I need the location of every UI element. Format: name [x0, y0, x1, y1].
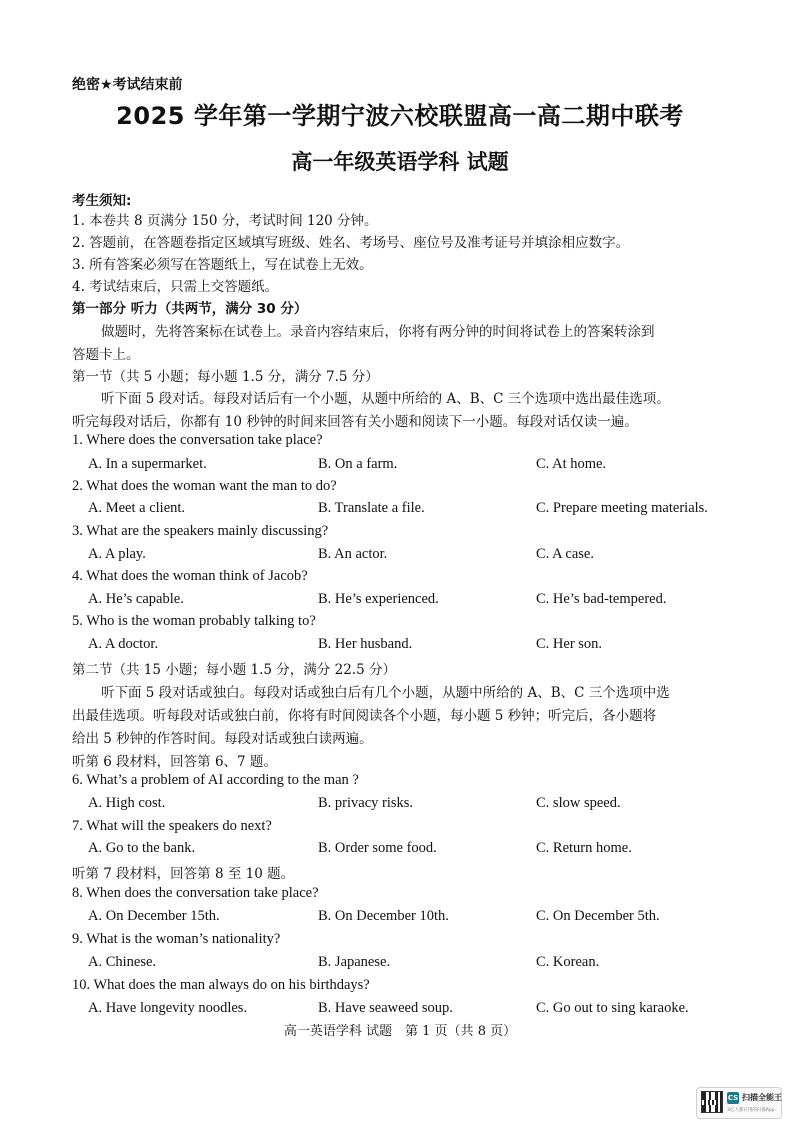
option-c: C. slow speed. [536, 795, 621, 811]
material-7-note: 听第 7 段材料，回答第 8 至 10 题。 [72, 866, 295, 882]
option-a: A. Go to the bank. [88, 840, 196, 856]
material-6-note: 听第 6 段材料，回答第 6、7 题。 [72, 754, 277, 770]
question-stem: 5. Who is the woman probably talking to? [72, 613, 316, 629]
section2-instruction: 出最佳选项。听每段对话或独白前，你将有时间阅读各个小题，每小题 5 秒钟；听完后，各小题将 [72, 708, 657, 724]
question-stem: 2. What does the woman want the man to do? [72, 478, 337, 494]
option-a: A. Meet a client. [88, 500, 186, 516]
option-c: C. Return home. [536, 840, 632, 856]
question-stem: 4. What does the woman think of Jacob? [72, 568, 308, 584]
option-c: C. He’s bad-tempered. [536, 591, 667, 607]
option-c: C. At home. [536, 456, 607, 472]
option-a: A. On December 15th. [88, 908, 220, 924]
section1-instruction: 听下面 5 段对话。每段对话后有一个小题，从题中所给的 A、B、C 三个选项中选出最佳选项。 [101, 391, 670, 407]
notes-heading: 考生须知: [72, 193, 132, 209]
note-item: 2. 答题前，在答题卷指定区域填写班级、姓名、考场号、座位号及准考证号并填涂相应数字。 [72, 235, 630, 251]
part1-instruction: 答题卡上。 [72, 347, 140, 363]
option-c: C. A case. [536, 546, 594, 562]
option-a: A. He’s capable. [88, 591, 184, 607]
exam-title: 2025 学年第一学期宁波六校联盟高一高二期中联考 [116, 102, 684, 130]
section1-heading: 第一节（共 5 小题；每小题 1.5 分，满分 7.5 分） [72, 369, 379, 385]
confidential-label: 绝密★考试结束前 [72, 77, 183, 93]
note-item: 1. 本卷共 8 页满分 150 分，考试时间 120 分钟。 [72, 213, 378, 229]
section2-instruction: 给出 5 秒钟的作答时间。每段对话或独白读两遍。 [72, 731, 373, 747]
scanner-app-name: 扫描全能王 [742, 1093, 782, 1102]
exam-subtitle: 高一年级英语学科 试题 [291, 150, 509, 174]
note-item: 4. 考试结束后，只需上交答题纸。 [72, 279, 279, 295]
option-b: B. Order some food. [318, 840, 437, 856]
scanner-app-tagline: 3亿人都在用的扫描App [727, 1108, 775, 1113]
question-stem: 8. When does the conversation take place? [72, 885, 319, 901]
option-a: A. A doctor. [88, 636, 159, 652]
question-stem: 9. What is the woman’s nationality? [72, 931, 281, 947]
part1-instruction: 做题时，先将答案标在试卷上。录音内容结束后，你将有两分钟的时间将试卷上的答案转涂到 [101, 324, 655, 340]
cs-logo-icon: CS [727, 1094, 739, 1102]
option-c: C. Her son. [536, 636, 603, 652]
page-footer: 高一英语学科 试题 第 1 页（共 8 页） [283, 1024, 517, 1039]
note-item: 3. 所有答案必须写在答题纸上，写在试卷上无效。 [72, 257, 373, 273]
option-c: C. Korean. [536, 954, 600, 970]
scanner-watermark-badge [696, 1087, 782, 1119]
section2-heading: 第二节（共 15 小题；每小题 1.5 分，满分 22.5 分） [72, 662, 396, 678]
question-stem: 6. What’s a problem of AI according to the man ? [72, 772, 359, 788]
option-b: B. On December 10th. [318, 908, 449, 924]
section2-instruction: 听下面 5 段对话或独白。每段对话或独白后有几个小题，从题中所给的 A、B、C 三个选项中选 [101, 685, 670, 701]
option-a: A. High cost. [88, 795, 166, 811]
option-c: C. Prepare meeting materials. [536, 500, 708, 516]
option-a: A. A play. [88, 546, 146, 562]
option-b: B. An actor. [318, 546, 388, 562]
qr-code-icon [701, 1091, 723, 1113]
option-b: B. Translate a file. [318, 500, 425, 516]
option-b: B. Have seaweed soup. [318, 1000, 453, 1016]
option-c: C. On December 5th. [536, 908, 660, 924]
question-stem: 7. What will the speakers do next? [72, 818, 272, 834]
section1-instruction: 听完每段对话后，你都有 10 秒钟的时间来回答有关小题和阅读下一小题。每段对话仅读一遍。 [72, 414, 638, 430]
option-b: B. privacy risks. [318, 795, 414, 811]
option-b: B. On a farm. [318, 456, 398, 472]
option-a: A. Have longevity noodles. [88, 1000, 248, 1016]
question-stem: 10. What does the man always do on his birthdays? [72, 977, 370, 993]
part1-heading: 第一部分 听力（共两节，满分 30 分） [72, 301, 308, 317]
option-b: B. Japanese. [318, 954, 391, 970]
option-a: A. In a supermarket. [88, 456, 207, 472]
option-b: B. He’s experienced. [318, 591, 439, 607]
option-c: C. Go out to sing karaoke. [536, 1000, 689, 1016]
question-stem: 1. Where does the conversation take place? [72, 432, 323, 448]
option-a: A. Chinese. [88, 954, 157, 970]
option-b: B. Her husband. [318, 636, 413, 652]
question-stem: 3. What are the speakers mainly discussing? [72, 523, 329, 539]
